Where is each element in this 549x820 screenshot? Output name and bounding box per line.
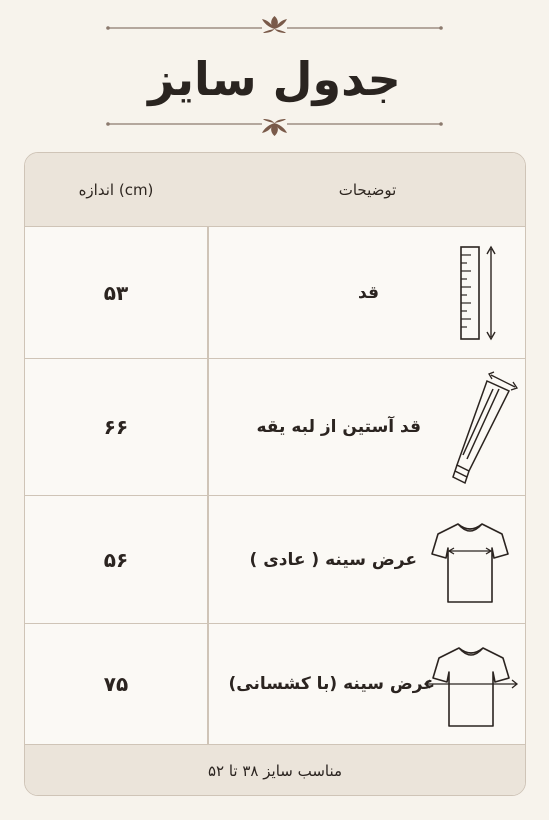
description-cell [208, 624, 526, 744]
description-text: عرض سینه (با کشسانی) [228, 674, 435, 694]
table-row [25, 359, 525, 496]
fit-note: مناسب سایز ۳۸ تا ۵۲ [207, 762, 343, 780]
table-footer [25, 745, 525, 796]
top-divider-ornament [0, 12, 549, 36]
tshirt-chest-icon [430, 518, 510, 606]
page-title: جدول سایز [148, 52, 401, 106]
description-column-header [208, 153, 526, 226]
bottom-divider-ornament [0, 116, 549, 140]
table-row [25, 496, 525, 624]
size-value: ۵۳ [103, 280, 129, 305]
tshirt-stretch-icon [423, 642, 519, 730]
description-cell [208, 227, 526, 358]
description-text: عرض سینه ( عادی ) [249, 549, 417, 570]
description-header-label: توضیحات [338, 180, 397, 199]
size-value: ۶۶ [103, 415, 129, 439]
size-value: ۵۶ [103, 547, 129, 572]
size-column-header [25, 153, 207, 226]
sleeve-measure-icon [433, 367, 523, 487]
ruler-icon [453, 243, 503, 343]
description-text: قد آستین از لبه یقه [256, 417, 421, 437]
table-row [25, 624, 525, 745]
size-table [24, 152, 526, 796]
description-cell [208, 496, 526, 623]
table-header [25, 153, 525, 227]
size-header-label: اندازه (cm) [78, 180, 154, 199]
size-value: ۷۵ [103, 672, 129, 696]
description-cell [208, 359, 526, 495]
table-row [25, 227, 525, 359]
description-text: قد [358, 282, 379, 303]
